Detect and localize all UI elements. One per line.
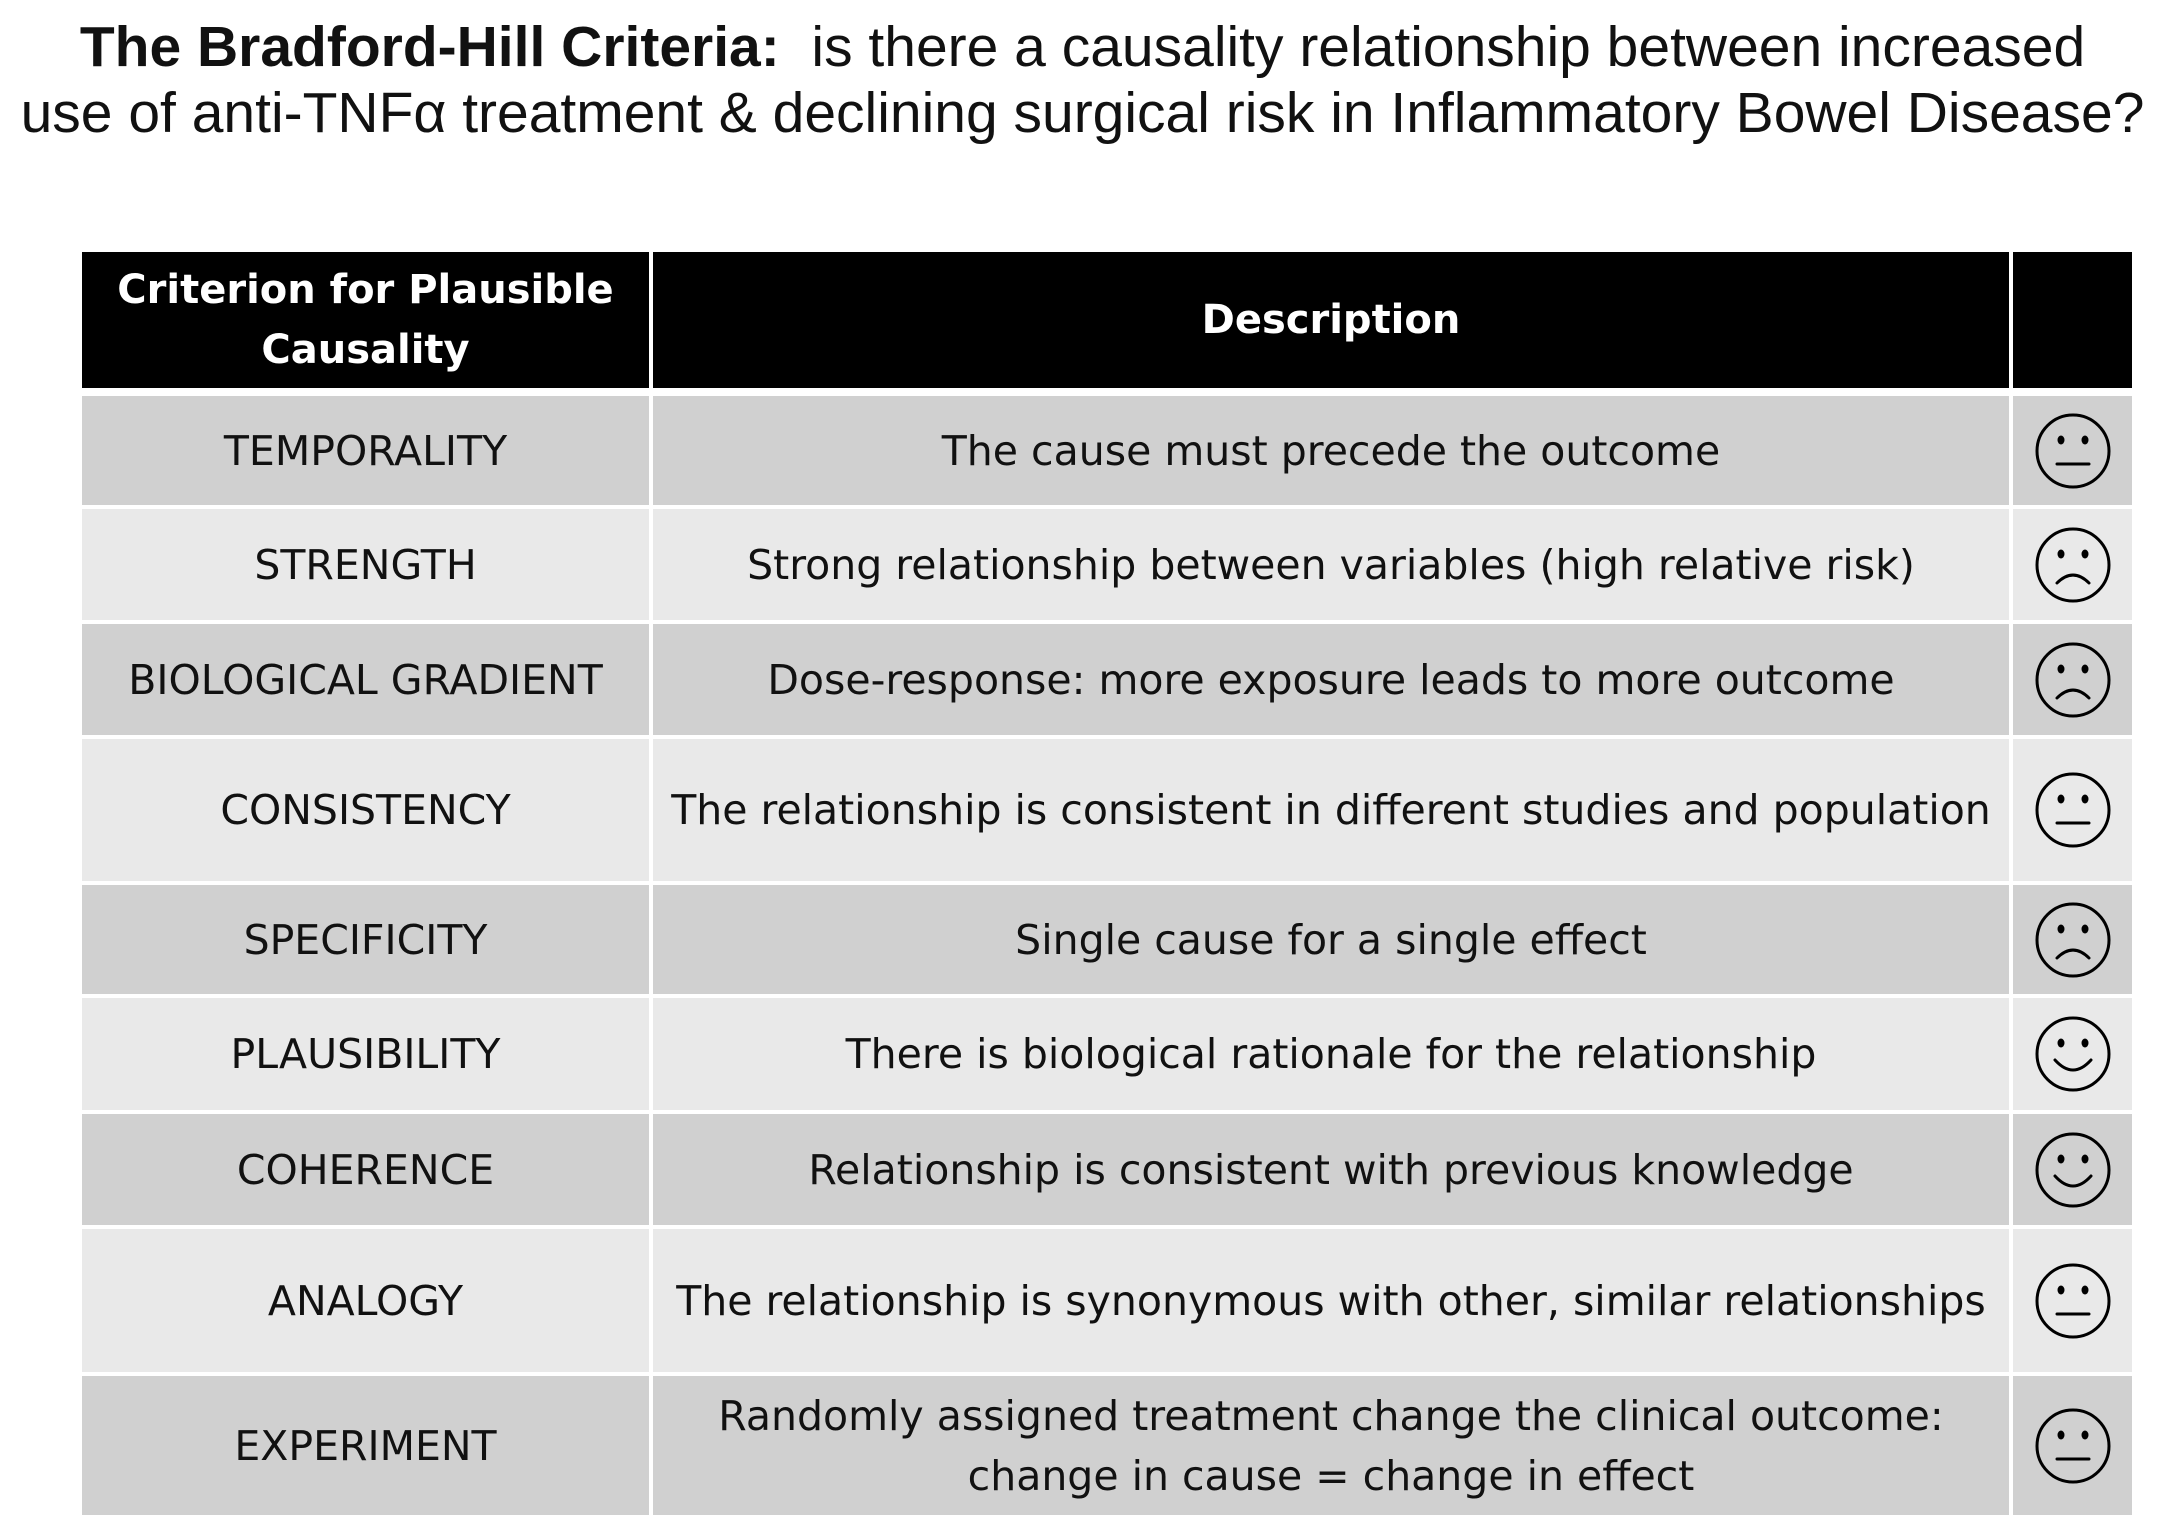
rating-cell — [2013, 1114, 2132, 1229]
rating-cell — [2013, 396, 2132, 509]
sad-face-icon — [2033, 900, 2113, 980]
happy-face-icon — [2033, 1014, 2113, 1094]
description-cell: The relationship is consistent in different studies and population — [653, 739, 2013, 885]
rating-cell — [2013, 624, 2132, 739]
neutral-face-icon — [2033, 1261, 2113, 1341]
title-line-1 — [0, 14, 2165, 80]
criterion-cell: CONSISTENCY — [82, 739, 653, 885]
rating-cell — [2013, 739, 2132, 885]
neutral-face-icon — [2033, 1406, 2113, 1486]
page-title — [0, 14, 2165, 146]
criteria-table — [82, 252, 2132, 1519]
neutral-face-icon — [2033, 770, 2113, 850]
rating-cell — [2013, 1229, 2132, 1376]
table-row — [82, 509, 2132, 624]
description-cell: The cause must precede the outcome — [653, 396, 2013, 509]
description-line-1: Randomly assigned treatment change the clinical outcome: — [718, 1391, 1944, 1440]
criterion-cell: COHERENCE — [82, 1114, 653, 1229]
rating-cell — [2013, 509, 2132, 624]
description-cell: Single cause for a single effect — [653, 885, 2013, 998]
criterion-cell: ANALOGY — [82, 1229, 653, 1376]
criterion-cell: TEMPORALITY — [82, 396, 653, 509]
table-row — [82, 396, 2132, 509]
title-bold: The Bradford-Hill Criteria: — [79, 15, 780, 79]
header-rating — [2013, 252, 2132, 396]
description-cell: Dose-response: more exposure leads to more outcome — [653, 624, 2013, 739]
description-line-2: change in cause = change in effect — [967, 1451, 1695, 1500]
neutral-face-icon — [2033, 411, 2113, 491]
description-cell: The relationship is synonymous with other, similar relationships — [653, 1229, 2013, 1376]
title-line-1-rest: is there a causality relationship between increased — [811, 15, 2086, 79]
criterion-cell: STRENGTH — [82, 509, 653, 624]
table-row — [82, 998, 2132, 1114]
header-criterion: Criterion for Plausible Causality — [82, 252, 653, 396]
rating-cell — [2013, 998, 2132, 1114]
rating-cell — [2013, 1376, 2132, 1519]
description-cell: Relationship is consistent with previous knowledge — [653, 1114, 2013, 1229]
header-description: Description — [653, 252, 2013, 396]
table-row — [82, 624, 2132, 739]
table-row — [82, 739, 2132, 885]
rating-cell — [2013, 885, 2132, 998]
table-header-row — [82, 252, 2132, 396]
criterion-cell: PLAUSIBILITY — [82, 998, 653, 1114]
criterion-cell: BIOLOGICAL GRADIENT — [82, 624, 653, 739]
sad-face-icon — [2033, 525, 2113, 605]
criterion-cell: SPECIFICITY — [82, 885, 653, 998]
sad-face-icon — [2033, 640, 2113, 720]
description-cell: There is biological rationale for the relationship — [653, 998, 2013, 1114]
description-cell: Strong relationship between variables (high relative risk) — [653, 509, 2013, 624]
table-row — [82, 1376, 2132, 1519]
table-row — [82, 885, 2132, 998]
happy-face-icon — [2033, 1130, 2113, 1210]
table-row — [82, 1229, 2132, 1376]
table-row — [82, 1114, 2132, 1229]
description-cell — [653, 1376, 2013, 1519]
title-line-2: use of anti-TNFα treatment & declining surgical risk in Inflammatory Bowel Disease? — [20, 81, 2145, 145]
criterion-cell: EXPERIMENT — [82, 1376, 653, 1519]
